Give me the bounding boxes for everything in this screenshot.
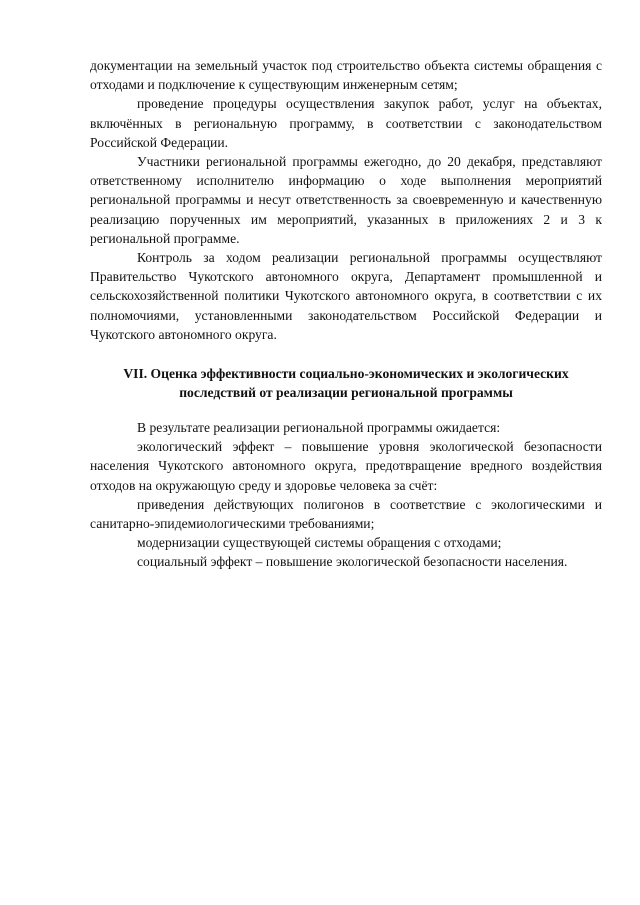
paragraph-social-effect: социальный эффект – повышение экологической безопасности населения. <box>137 554 568 570</box>
paragraph-procurement: проведение процедуры осуществления закупок работ, услуг на объектах, включённых в региональную программу, в соответствии с законодательством Российской Федерации. <box>90 96 602 150</box>
paragraph-system-modernization: модернизации существующей системы обращения с отходами; <box>137 535 502 551</box>
section-heading <box>90 364 602 402</box>
paragraph-implementation-control: Контроль за ходом реализации региональной программы осуществляют Правительство Чукотского автономного округа, Департамент промышленной и сельскохозяйственной политики Чукотского автономного округа, в соответствии с их полномочиями, установленными законодательством Российской Федерации и Чукотского автономного округа. <box>90 250 602 342</box>
paragraph-landfill-compliance: приведения действующих полигонов в соответствие с экологическими и санитарно-эпидемиологическими требованиями; <box>90 496 602 532</box>
section-heading-line-1: VII. Оценка эффективности социально-экономических и экологических <box>123 366 569 382</box>
document-page <box>90 56 602 572</box>
paragraph-expected-results: В результате реализации региональной программы ожидается: <box>137 420 501 436</box>
section-heading-line-2: последствий от реализации региональной программы <box>179 385 513 401</box>
paragraph-participants-reporting: Участники региональной программы ежегодно, до 20 декабря, представляют ответственному исполнителю информацию о ходе выполнения мероприятий региональной программы и несут ответственность за своевременную и качественную реализацию порученных им мероприятий, указанных в приложениях 2 и 3 к региональной программе. <box>90 154 602 246</box>
paragraph-ecological-effect: экологический эффект – повышение уровня экологической безопасности населения Чукотского автономного округа, предотвращение вредного воздействия отходов на окружающую среду и здоровье человека за счёт: <box>90 439 602 493</box>
paragraph-design-documentation: документации на земельный участок под строительство объекта системы обращения с отходами и подключение к существующим инженерным сетям; <box>90 58 602 93</box>
